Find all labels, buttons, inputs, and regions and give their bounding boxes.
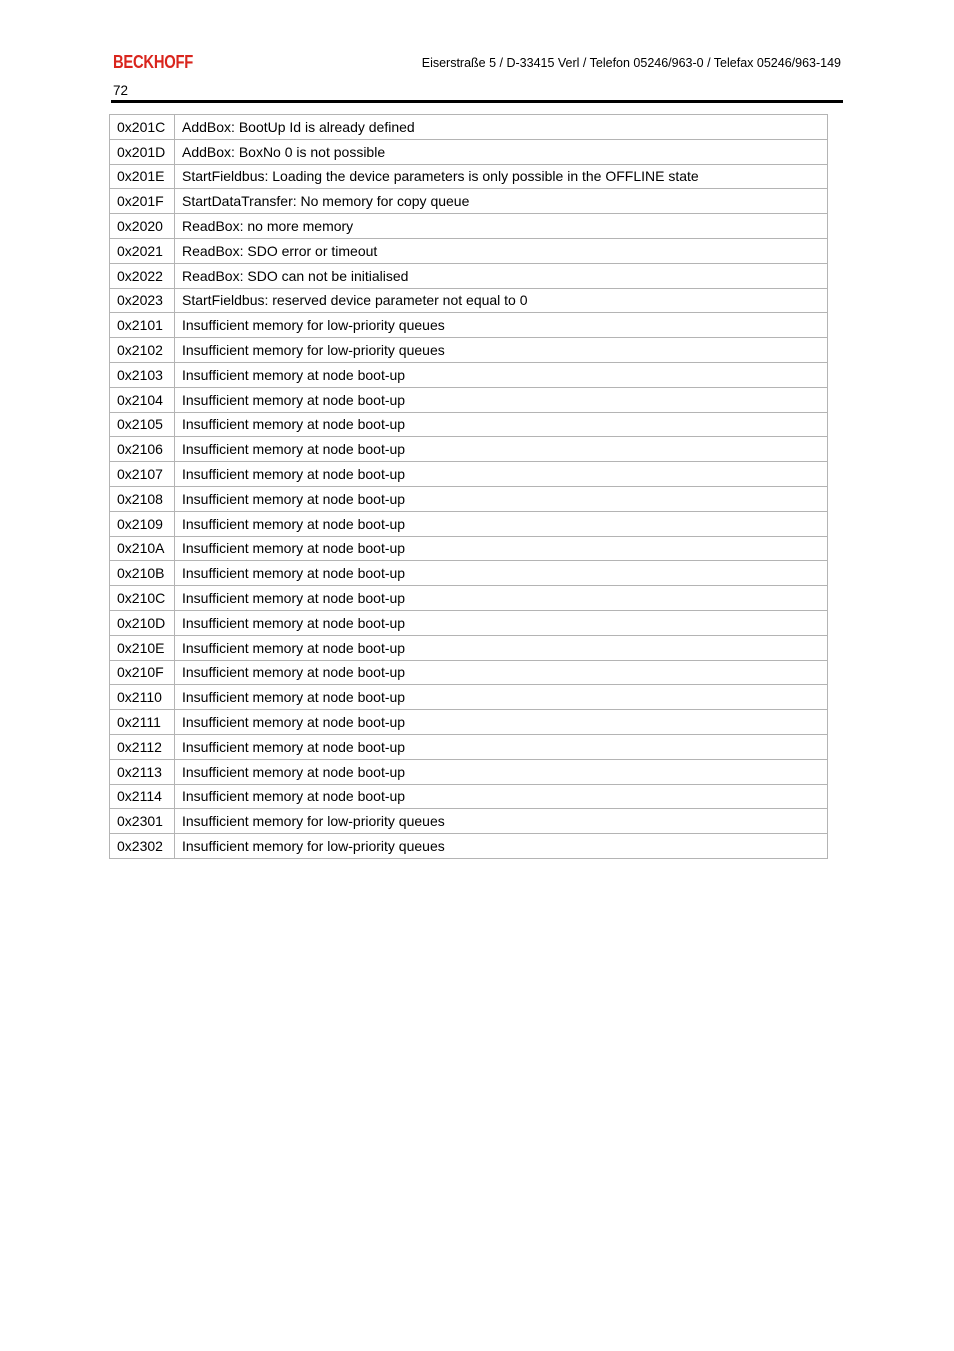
error-code-cell: 0x2301: [110, 809, 175, 834]
error-code-cell: 0x2302: [110, 834, 175, 859]
error-code-cell: 0x2113: [110, 759, 175, 784]
error-code-table: [109, 114, 828, 859]
error-description-cell: Insufficient memory at node boot-up: [175, 462, 828, 487]
error-description-cell: Insufficient memory at node boot-up: [175, 660, 828, 685]
error-code-cell: 0x210C: [110, 586, 175, 611]
error-description-cell: ReadBox: SDO error or timeout: [175, 238, 828, 263]
company-address: Eiserstraße 5 / D-33415 Verl / Telefon 05246/963-0 / Telefax 05246/963-149: [421, 56, 841, 70]
error-description-cell: Insufficient memory at node boot-up: [175, 635, 828, 660]
error-description-cell: Insufficient memory at node boot-up: [175, 362, 828, 387]
error-code-cell: 0x210F: [110, 660, 175, 685]
table-row: [110, 685, 828, 710]
error-code-cell: 0x2112: [110, 734, 175, 759]
error-description-cell: Insufficient memory for low-priority queues: [175, 338, 828, 363]
table-row: [110, 710, 828, 735]
error-code-cell: 0x201D: [110, 139, 175, 164]
table-row: [110, 338, 828, 363]
table-row: [110, 139, 828, 164]
table-row: [110, 362, 828, 387]
table-row: [110, 462, 828, 487]
table-row: [110, 759, 828, 784]
table-row: [110, 536, 828, 561]
error-description-cell: Insufficient memory at node boot-up: [175, 710, 828, 735]
table-row: [110, 486, 828, 511]
error-code-cell: 0x2108: [110, 486, 175, 511]
error-code-rows: [110, 115, 828, 859]
error-code-cell: 0x2022: [110, 263, 175, 288]
table-row: [110, 313, 828, 338]
table-row: [110, 511, 828, 536]
error-description-cell: Insufficient memory at node boot-up: [175, 784, 828, 809]
error-description-cell: Insufficient memory at node boot-up: [175, 734, 828, 759]
error-description-cell: StartDataTransfer: No memory for copy queue: [175, 189, 828, 214]
error-description-cell: StartFieldbus: reserved device parameter not equal to 0: [175, 288, 828, 313]
table-row: [110, 734, 828, 759]
error-description-cell: Insufficient memory at node boot-up: [175, 412, 828, 437]
error-code-cell: 0x2114: [110, 784, 175, 809]
error-code-cell: 0x2110: [110, 685, 175, 710]
table-row: [110, 561, 828, 586]
table-row: [110, 263, 828, 288]
page-number: 72: [113, 83, 129, 98]
error-description-cell: Insufficient memory at node boot-up: [175, 685, 828, 710]
error-code-cell: 0x2104: [110, 387, 175, 412]
error-code-cell: 0x2106: [110, 437, 175, 462]
error-code-cell: 0x2101: [110, 313, 175, 338]
error-code-cell: 0x201C: [110, 115, 175, 140]
table-row: [110, 610, 828, 635]
error-description-cell: Insufficient memory at node boot-up: [175, 437, 828, 462]
error-code-cell: 0x2020: [110, 214, 175, 239]
error-description-cell: AddBox: BootUp Id is already defined: [175, 115, 828, 140]
table-row: [110, 586, 828, 611]
error-description-cell: Insufficient memory for low-priority queues: [175, 809, 828, 834]
error-code-cell: 0x2105: [110, 412, 175, 437]
table-row: [110, 784, 828, 809]
error-code-cell: 0x2107: [110, 462, 175, 487]
error-description-cell: Insufficient memory at node boot-up: [175, 536, 828, 561]
error-description-cell: Insufficient memory at node boot-up: [175, 387, 828, 412]
error-code-cell: 0x210D: [110, 610, 175, 635]
table-row: [110, 834, 828, 859]
error-code-cell: 0x2023: [110, 288, 175, 313]
error-description-cell: Insufficient memory at node boot-up: [175, 586, 828, 611]
table-row: [110, 660, 828, 685]
table-row: [110, 214, 828, 239]
error-code-cell: 0x210E: [110, 635, 175, 660]
table-row: [110, 189, 828, 214]
error-description-cell: ReadBox: SDO can not be initialised: [175, 263, 828, 288]
error-code-cell: 0x2103: [110, 362, 175, 387]
error-code-cell: 0x210B: [110, 561, 175, 586]
error-description-cell: Insufficient memory for low-priority queues: [175, 313, 828, 338]
error-code-cell: 0x2109: [110, 511, 175, 536]
error-description-cell: AddBox: BoxNo 0 is not possible: [175, 139, 828, 164]
error-description-cell: Insufficient memory at node boot-up: [175, 486, 828, 511]
error-description-cell: Insufficient memory for low-priority queues: [175, 834, 828, 859]
error-description-cell: Insufficient memory at node boot-up: [175, 759, 828, 784]
error-code-cell: 0x201E: [110, 164, 175, 189]
error-description-cell: Insufficient memory at node boot-up: [175, 561, 828, 586]
table-row: [110, 387, 828, 412]
error-description-cell: Insufficient memory at node boot-up: [175, 511, 828, 536]
table-row: [110, 164, 828, 189]
table-row: [110, 809, 828, 834]
beckhoff-logo: BECKHOFF: [113, 52, 194, 72]
error-description-cell: ReadBox: no more memory: [175, 214, 828, 239]
table-row: [110, 288, 828, 313]
error-code-cell: 0x2111: [110, 710, 175, 735]
error-code-cell: 0x201F: [110, 189, 175, 214]
error-code-cell: 0x2102: [110, 338, 175, 363]
table-row: [110, 635, 828, 660]
error-code-cell: 0x2021: [110, 238, 175, 263]
error-description-cell: Insufficient memory at node boot-up: [175, 610, 828, 635]
table-row: [110, 412, 828, 437]
table-row: [110, 238, 828, 263]
header-rule: [111, 100, 843, 103]
table-row: [110, 115, 828, 140]
table-row: [110, 437, 828, 462]
error-description-cell: StartFieldbus: Loading the device parameters is only possible in the OFFLINE state: [175, 164, 828, 189]
error-code-cell: 0x210A: [110, 536, 175, 561]
